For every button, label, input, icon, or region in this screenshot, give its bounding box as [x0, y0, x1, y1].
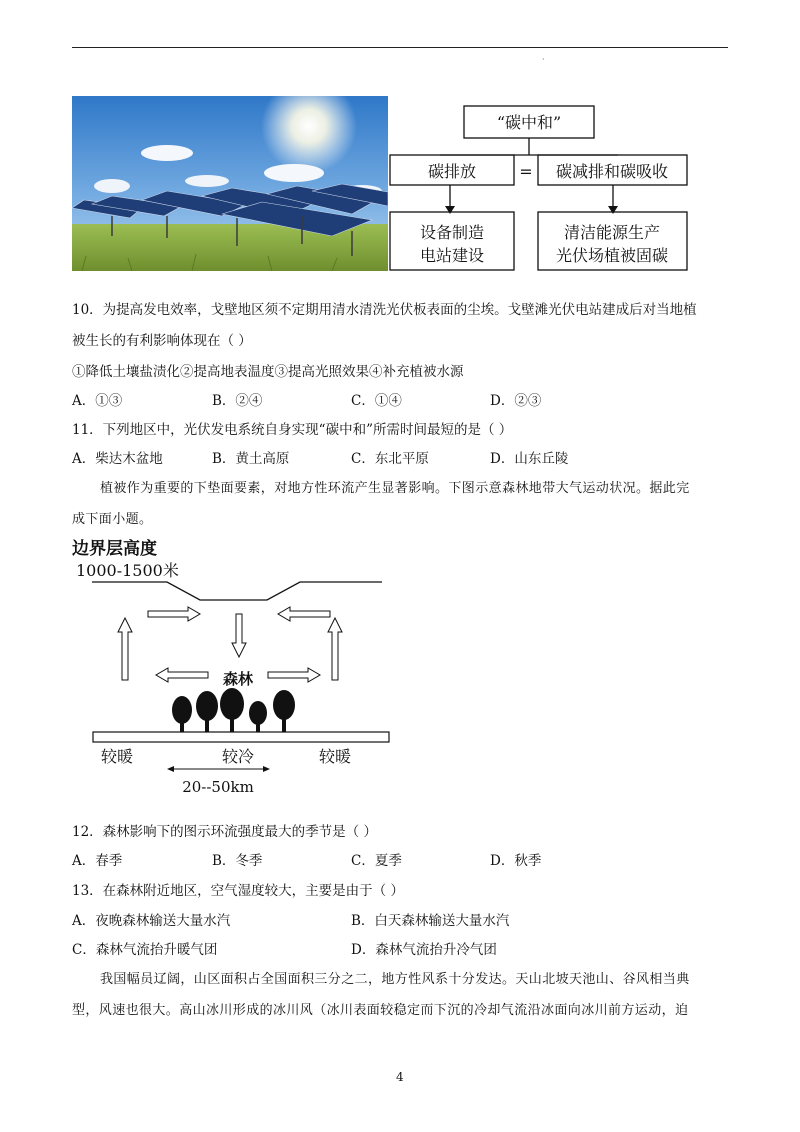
q12-option-d[interactable]: D．秋季 — [490, 853, 542, 869]
q10-option-b[interactable]: B．②④ — [212, 393, 263, 409]
flow-right-bottom-2: 光伏场植被固碳 — [555, 246, 669, 265]
flow-top-label: “碳中和” — [496, 113, 562, 132]
solar-panel-photo — [72, 96, 388, 271]
diagram-height: 1000-1500米 — [76, 561, 179, 580]
center-cold-label: 较冷 — [221, 747, 255, 766]
left-warm-label: 较暖 — [100, 747, 134, 766]
distance-label: 20--50km — [182, 778, 254, 796]
flow-left-bottom-1: 设备制造 — [419, 223, 485, 242]
forest-circulation-diagram — [72, 530, 402, 805]
down-arrow — [232, 614, 246, 657]
diagram-title: 边界层高度 — [72, 539, 157, 559]
q12-stem: 12．森林影响下的图示环流强度最大的季节是（ ） — [72, 824, 377, 840]
page-number: 4 — [396, 1070, 404, 1084]
intro2-line1: 我国幅员辽阔，山区面积占全国面积三分之二，地方性风系十分发达。天山北坡天池山、谷风相当典 — [100, 972, 690, 987]
bottom-right-arrow — [268, 668, 320, 682]
flow-right-bottom-1: 清洁能源生产 — [563, 223, 661, 242]
q12-option-c[interactable]: C．夏季 — [351, 853, 402, 869]
q10-option-a[interactable]: A．①③ — [72, 393, 123, 409]
q13-option-a[interactable]: A．夜晚森林输送大量水汽 — [72, 913, 231, 929]
q13-option-d[interactable]: D．森林气流抬升冷气团 — [351, 942, 497, 958]
q10-option-c[interactable]: C．①④ — [351, 393, 402, 409]
flow-left-bottom-2: 电站建设 — [419, 246, 485, 265]
q10-stem-line2: 被生长的有利影响体现在（ ） — [72, 333, 252, 349]
flow-left-label: 碳排放 — [427, 162, 477, 181]
q12-option-a[interactable]: A．春季 — [72, 853, 123, 869]
boundary-layer-line — [92, 582, 382, 600]
q11-stem: 11．下列地区中，光伏发电系统自身实现“碳中和”所需时间最短的是（ ） — [72, 422, 513, 438]
q11-option-d[interactable]: D．山东丘陵 — [490, 451, 569, 467]
q10-option-d[interactable]: D．②③ — [490, 393, 542, 409]
q10-stem-line1: 10．为提高发电效率，戈壁地区须不定期用清水清洗光伏板表面的尘埃。戈壁滩光伏电站建成后对当地植 — [72, 302, 697, 318]
intro1-line1: 植被作为重要的下垫面要素，对地方性环流产生显著影响。下图示意森林地带大气运动状况。据此完 — [100, 481, 690, 496]
q13-option-c[interactable]: C．森林气流抬升暖气团 — [72, 942, 218, 958]
header-mark: · — [542, 55, 545, 64]
top-left-arrow — [148, 607, 200, 621]
q11-option-b[interactable]: B．黄土高原 — [212, 451, 290, 467]
q10-items: ①降低土壤盐渍化②提高地表温度③提高光照效果④补充植被水源 — [72, 364, 464, 380]
top-right-arrow — [278, 607, 330, 621]
bottom-left-arrow — [156, 668, 208, 682]
intro1-line2: 成下面小题。 — [72, 512, 153, 527]
left-up-arrow — [118, 618, 132, 680]
intro2-line2: 型，风速也很大。高山冰川形成的冰川风（冰川表面较稳定而下沉的冷却气流沿冰面向冰川前方运动，迫 — [72, 1003, 689, 1018]
forest-label: 森林 — [222, 670, 254, 688]
q11-option-a[interactable]: A．柴达木盆地 — [72, 451, 163, 467]
carbon-neutral-flowchart — [388, 100, 700, 275]
right-up-arrow — [328, 618, 342, 680]
flow-equals: = — [519, 162, 533, 181]
q11-option-c[interactable]: C．东北平原 — [351, 451, 429, 467]
ground-strip — [93, 732, 389, 742]
q13-stem: 13．在森林附近地区，空气湿度较大，主要是由于（ ） — [72, 883, 404, 899]
forest-trees — [172, 688, 295, 732]
q12-option-b[interactable]: B．冬季 — [212, 853, 263, 869]
flow-right-label: 碳减排和碳吸收 — [555, 162, 669, 181]
right-warm-label: 较暖 — [318, 747, 352, 766]
header-rule — [72, 47, 728, 48]
q13-option-b[interactable]: B．白天森林输送大量水汽 — [351, 913, 510, 929]
